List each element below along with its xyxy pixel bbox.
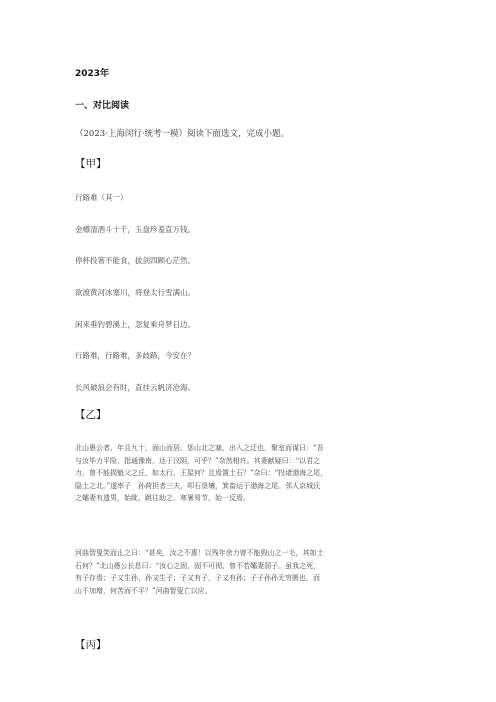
poem-line: 停杯投箸不能食，拔剑四顾心茫然。 — [75, 256, 195, 265]
poem-line: 长风破浪会有时，直挂云帆济沧海。 — [75, 383, 195, 392]
part-yi-heading: 【乙】 — [75, 409, 107, 421]
passage-line: 山不加增，何苦而不平？”河曲智叟亡以应。 — [75, 586, 212, 595]
section-heading: 一、对比阅读 — [75, 101, 130, 111]
year-heading: 2023年 — [75, 69, 110, 79]
intro-text: （2023·上海闵行·统考一模）阅读下面选文，完成小题。 — [75, 129, 290, 139]
passage-line: 之孀妻有遗男，始龀，跳往助之。寒暑易节，始一反焉。 — [75, 494, 250, 502]
poem-line: 金樽清酒斗十千，玉盘珍羞直万钱。 — [75, 225, 195, 234]
passage-line: 隐土之北。”遂率子 孙荷担者三夫，叩石垦壤，箕畚运于渤海之尾。邻人京城氏 — [75, 481, 321, 490]
passage-line: 北山愚公者，年且九十，面山而居。惩山北之塞，出入之迂也，聚室而谋曰：“吾 — [75, 444, 324, 452]
poem-line: 行路难，行路难，多歧路，今安在？ — [75, 351, 195, 360]
part-bing-heading: 【丙】 — [75, 639, 107, 651]
passage-line: 河曲智叟笑而止之曰：“甚矣，汝之不惠！以残年余力曾不能毁山之一毛，其如土 — [75, 549, 324, 557]
passage-line: 石何？”北山愚公长息曰：“汝心之固，固不可彻，曾不若孀妻弱子。虽我之死， — [75, 561, 321, 570]
passage-paragraph-2 — [75, 547, 324, 597]
poem-title: 行路难（其一） — [75, 193, 128, 202]
part-jia-heading: 【甲】 — [75, 158, 107, 170]
passage-line: 与汝毕力平险，指通豫南，达于汉阴，可乎？”杂然相许。其妻献疑曰：“以君之 — [75, 456, 321, 465]
passage-line: 力，曾不能损魁父之丘，如太行、王屋何？且焉置土石？”杂曰：“投诸渤海之尾， — [75, 469, 328, 477]
poem-line: 闲来垂钓碧溪上，忽复乘舟梦日边。 — [75, 320, 195, 329]
passage-paragraph-1 — [75, 442, 327, 505]
passage-line: 有子存焉；子又生孙，孙又生子；子又有子，子又有孙；子子孙孙无穷匮也，而 — [75, 574, 320, 582]
poem-line: 欲渡黄河冰塞川，将登太行雪满山。 — [75, 288, 195, 297]
